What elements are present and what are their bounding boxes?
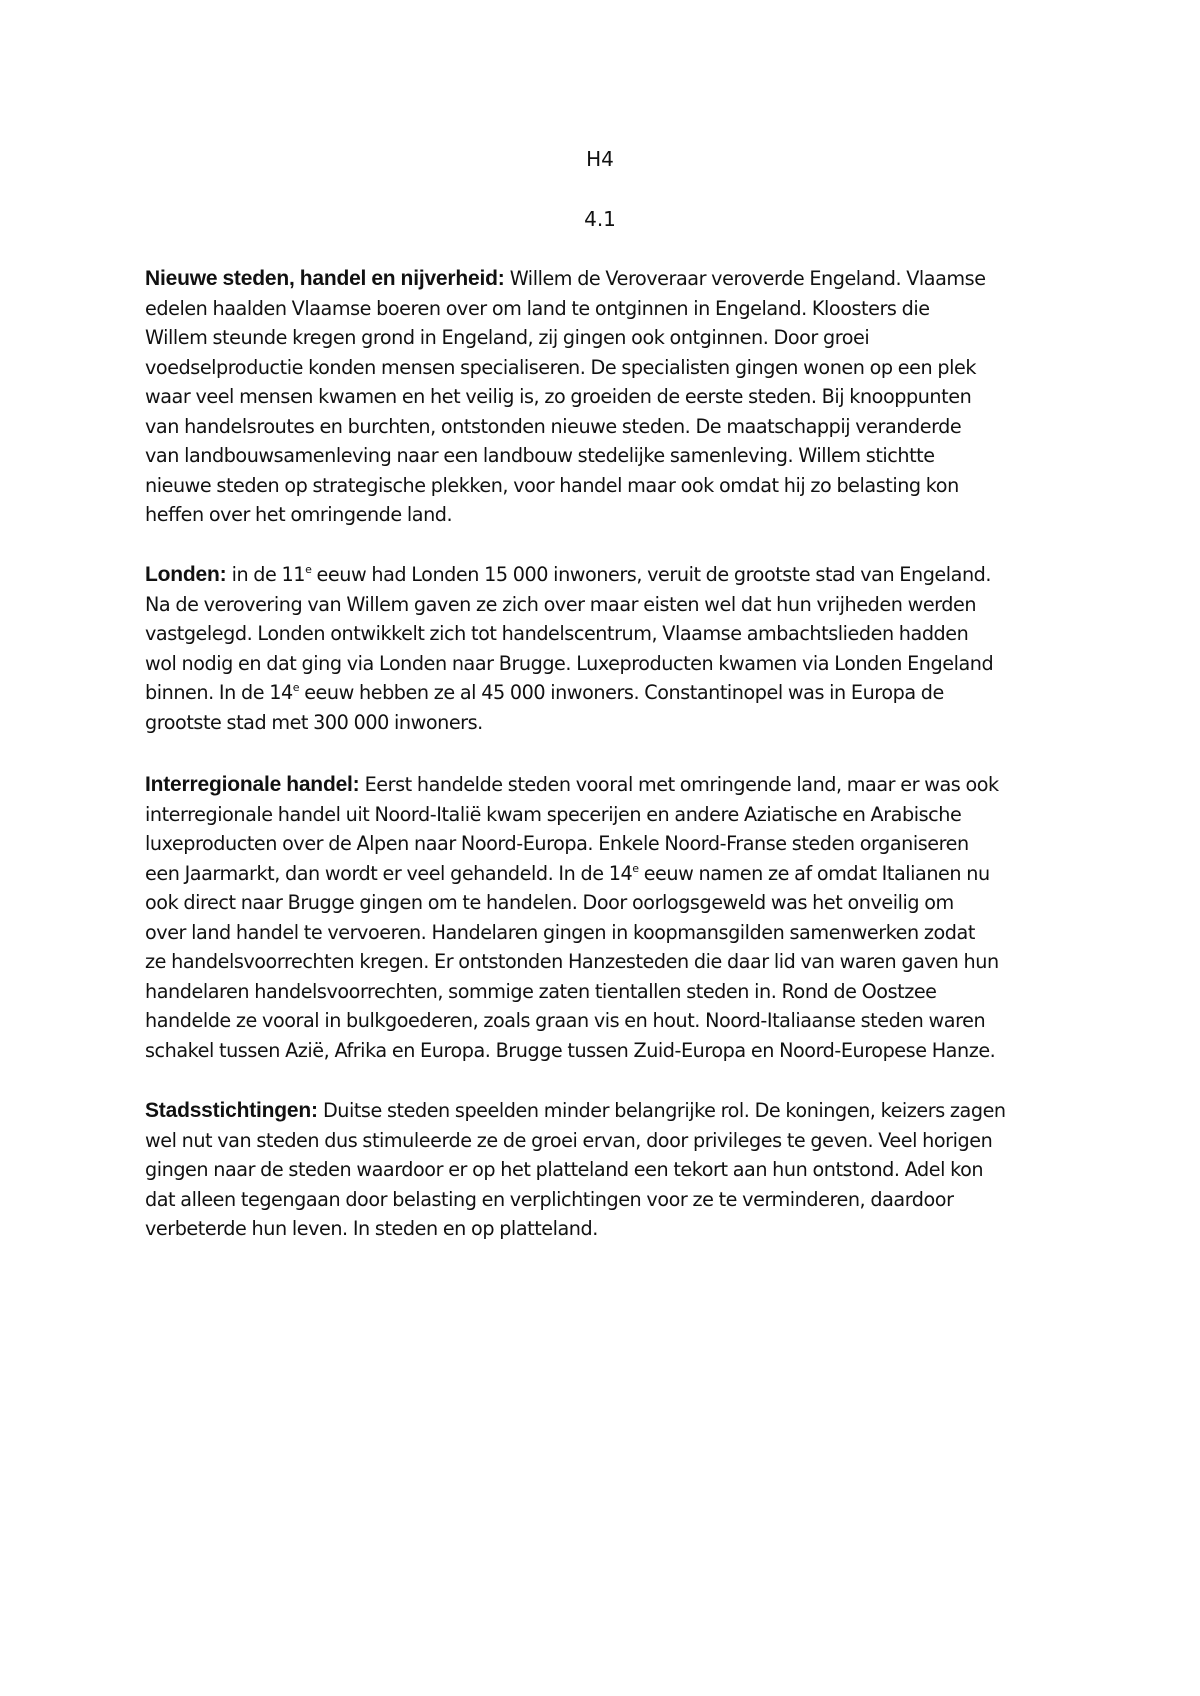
paragraph-text: eeuw had Londen 15 000 inwoners, veruit de grootste stad van Engeland.: [311, 563, 992, 586]
paragraph-line: wel nut van steden dus stimuleerde ze de groei ervan, door privileges te geven. Veel horigen: [145, 1128, 993, 1152]
paragraph-line: handelaren handelsvoorrechten, sommige zaten tientallen steden in. Rond de Oostzee: [145, 979, 937, 1003]
paragraph-line: nieuwe steden op strategische plekken, voor handel maar ook omdat hij zo belasting kon: [145, 473, 959, 497]
superscript: e: [292, 681, 300, 694]
paragraph-line: wol nodig en dat ging via Londen naar Brugge. Luxeproducten kwamen via Londen Engeland: [145, 651, 994, 675]
paragraph-interregionale-handel: [145, 770, 1070, 1065]
section-heading: 4.1: [584, 207, 616, 231]
paragraph-line: van landbouwsamenleving naar een landbouw stedelijke samenleving. Willem stichtte: [145, 444, 935, 467]
paragraph-line: [145, 560, 1070, 590]
superscript: e: [305, 563, 312, 576]
paragraph-stadsstichtingen: [145, 1096, 1070, 1244]
paragraph-term: Nieuwe steden, handel en nijverheid:: [145, 267, 505, 290]
paragraph-line: [145, 264, 1070, 294]
paragraph-line: verbeterde hun leven. In steden en op platteland.: [145, 1217, 598, 1240]
paragraph-line: [145, 1096, 1070, 1126]
paragraph-text: een Jaarmarkt, dan wordt er veel gehandeld. In de 14: [145, 861, 633, 885]
paragraph-line: dat alleen tegengaan door belasting en verplichtingen voor ze te verminderen, daardoor: [145, 1187, 954, 1211]
paragraph-line: handelde ze vooral in bulkgoederen, zoals graan vis en hout. Noord-Italiaanse steden waren: [145, 1009, 986, 1032]
paragraph-line: voedselproductie konden mensen specialiseren. De specialisten gingen wonen op een plek: [145, 355, 976, 379]
paragraph-line: van handelsroutes en burchten, ontstonden nieuwe steden. De maatschappij veranderde: [145, 414, 962, 438]
paragraph-line: vastgelegd. Londen ontwikkelt zich tot handelscentrum, Vlaamse ambachtslieden hadden: [145, 622, 969, 645]
paragraph-line: interregionale handel uit Noord-Italië kwam specerijen en andere Aziatische en Arabische: [145, 802, 962, 826]
paragraph-nieuwe-steden: [145, 264, 1070, 530]
paragraph-line: ze handelsvoorrechten kregen. Er ontstonden Hanzesteden die daar lid van waren gaven hun: [145, 950, 999, 973]
paragraph-line: heffen over het omringende land.: [145, 503, 453, 526]
paragraph-text: in de 11: [226, 563, 306, 586]
paragraph-line: Willem steunde kregen grond in Engeland, zij gingen ook ontginnen. Door groei: [145, 326, 870, 349]
paragraph-line: waar veel mensen kwamen en het veilig is, zo groeiden de eerste steden. Bij knooppunten: [145, 385, 972, 408]
paragraph-line: Na de verovering van Willem gaven ze zich over maar eisten wel dat hun vrijheden werden: [145, 592, 977, 616]
paragraph-line: edelen haalden Vlaamse boeren over om land te ontginnen in Engeland. Kloosters die: [145, 296, 930, 320]
paragraph-text: Eerst handelde steden vooral met omringende land, maar er was ook: [359, 773, 999, 796]
paragraph-line: schakel tussen Azië, Afrika en Europa. Brugge tussen Zuid-Europa en Noord-Europese Hanze.: [145, 1038, 996, 1062]
paragraph-line: gingen naar de steden waardoor er op het platteland een tekort aan hun ontstond. Adel kon: [145, 1158, 984, 1181]
paragraph-line: [145, 859, 1070, 889]
superscript: e: [632, 861, 639, 875]
paragraph-text: Duitse steden speelden minder belangrijke rol. De koningen, keizers zagen: [317, 1099, 1006, 1122]
paragraph-londen: [145, 560, 1070, 737]
paragraph-text: binnen. In de 14: [145, 681, 293, 704]
paragraph-line: over land handel te vervoeren. Handelaren gingen in koopmansgilden samenwerken zodat: [145, 920, 975, 944]
chapter-heading: H4: [586, 147, 614, 171]
paragraph-line: grootste stad met 300 000 inwoners.: [145, 710, 483, 734]
paragraph-text: eeuw namen ze af omdat Italianen nu: [638, 861, 990, 885]
paragraph-term: Londen:: [145, 563, 227, 586]
paragraph-line: [145, 770, 1070, 800]
paragraph-text: eeuw hebben ze al 45 000 inwoners. Constantinopel was in Europa de: [299, 681, 944, 704]
paragraph-line: [145, 678, 1070, 708]
paragraph-line: ook direct naar Brugge gingen om te handelen. Door oorlogsgeweld was het onveilig om: [145, 891, 954, 914]
paragraph-term: Interregionale handel:: [145, 773, 360, 796]
paragraph-term: Stadsstichtingen:: [145, 1099, 318, 1122]
paragraph-line: luxeproducten over de Alpen naar Noord-Europa. Enkele Noord-Franse steden organiseren: [145, 832, 969, 855]
paragraph-text: Willem de Veroveraar veroverde Engeland. Vlaamse: [504, 267, 986, 290]
